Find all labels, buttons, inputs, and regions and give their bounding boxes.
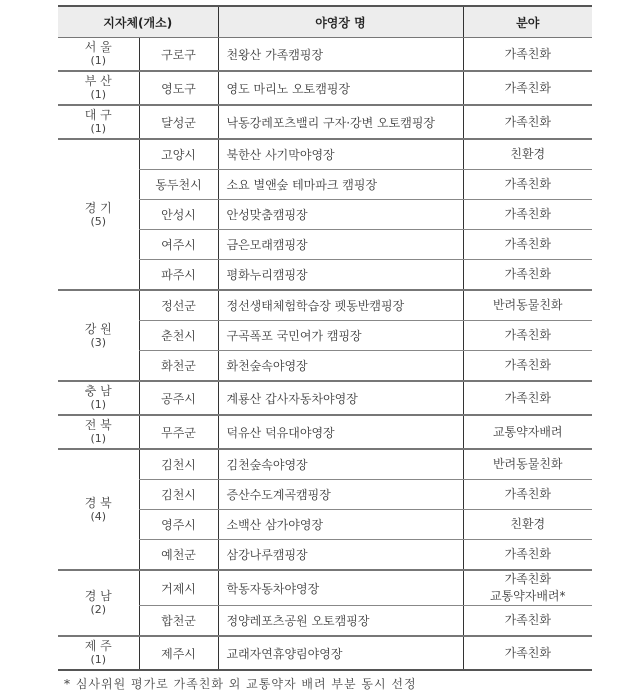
table-row: [58, 139, 592, 170]
table-header-row: [58, 6, 592, 38]
city-cell: 고양시: [139, 139, 218, 170]
table-row: [58, 381, 592, 415]
region-name: 경 기: [84, 200, 112, 215]
region-count: (1): [90, 122, 107, 135]
region-count: (1): [90, 653, 107, 666]
city-cell: 김천시: [139, 449, 218, 480]
city-cell: 영주시: [139, 510, 218, 540]
field-primary: 가족친화: [504, 572, 551, 586]
region-count: (3): [90, 335, 107, 349]
table-row: [58, 321, 592, 351]
table-row: [58, 449, 592, 480]
campsite-name: 화천숲속야영장: [218, 351, 463, 382]
region-cell: [58, 449, 139, 570]
campsite-name: 정양레포츠공원 오토캠핑장: [218, 606, 463, 637]
campsite-name: 금은모래캠핑장: [218, 230, 463, 260]
region-name: 경 남: [84, 589, 112, 603]
region-cell: [58, 381, 139, 415]
campsite-name: 김천숲속야영장: [218, 449, 463, 480]
city-cell: 여주시: [139, 230, 218, 260]
field-cell: 가족친화: [463, 170, 592, 200]
campsite-name: 안성맞춤캠핑장: [218, 200, 463, 230]
campsite-table: [58, 5, 592, 671]
region-name: 경 북: [84, 495, 112, 510]
campsite-name: 낙동강레포츠밸리 구자·강변 오토캠핑장: [218, 105, 463, 139]
campsite-name: 정선생태체험학습장 펫동반캠핑장: [218, 290, 463, 321]
region-count: (1): [90, 54, 107, 67]
city-cell: 춘천시: [139, 321, 218, 351]
table-row: [58, 290, 592, 321]
region-name: 강 원: [84, 321, 112, 336]
city-cell: 합천군: [139, 606, 218, 637]
region-name: 제 주: [84, 639, 112, 653]
field-cell: 가족친화: [463, 38, 592, 72]
region-count: (4): [90, 509, 107, 523]
campsite-name: 영도 마리노 오토캠핑장: [218, 71, 463, 105]
region-cell: [58, 636, 139, 670]
table-row: [58, 636, 592, 670]
city-cell: 예천군: [139, 540, 218, 571]
city-cell: 영도구: [139, 71, 218, 105]
field-cell: 가족친화: [463, 606, 592, 637]
city-cell: 제주시: [139, 636, 218, 670]
field-cell: 반려동물친화: [463, 290, 592, 321]
field-cell: 가족친화: [463, 540, 592, 571]
field-cell: [463, 570, 592, 606]
region-count: (1): [90, 398, 107, 411]
region-name: 서 울: [84, 40, 112, 54]
city-cell: 정선군: [139, 290, 218, 321]
city-cell: 무주군: [139, 415, 218, 449]
region-name: 대 구: [84, 108, 112, 122]
region-cell: [58, 105, 139, 139]
table-row: [58, 415, 592, 449]
table-row: [58, 351, 592, 382]
campsite-name: 삼강나루캠핑장: [218, 540, 463, 571]
region-name: 부 산: [84, 74, 112, 88]
field-secondary: 교통약자배려*: [489, 589, 566, 603]
table-row: [58, 540, 592, 571]
field-cell: 가족친화: [463, 71, 592, 105]
city-cell: 안성시: [139, 200, 218, 230]
region-count: (1): [90, 432, 107, 445]
header-region: 지자체(개소): [58, 6, 218, 38]
field-cell: 가족친화: [463, 480, 592, 510]
table-row: [58, 480, 592, 510]
table-row: [58, 200, 592, 230]
region-cell: [58, 38, 139, 72]
header-field: 분야: [463, 6, 592, 38]
city-cell: 거제시: [139, 570, 218, 606]
campsite-name: 소요 별앤숲 테마파크 캠핑장: [218, 170, 463, 200]
campsite-name: 구곡폭포 국민여가 캠핑장: [218, 321, 463, 351]
table-row: [58, 230, 592, 260]
region-count: (1): [90, 88, 107, 101]
footnote: * 심사위원 평가로 가족친화 외 교통약자 배려 부분 동시 선정: [64, 677, 417, 691]
campsite-name: 교래자연휴양림야영장: [218, 636, 463, 670]
city-cell: 달성군: [139, 105, 218, 139]
table-row: [58, 170, 592, 200]
campsite-name: 천왕산 가족캠핑장: [218, 38, 463, 72]
campsite-name: 증산수도계곡캠핑장: [218, 480, 463, 510]
field-cell: 가족친화: [463, 105, 592, 139]
field-cell: 가족친화: [463, 260, 592, 291]
region-count: (2): [90, 603, 107, 616]
table-row: [58, 38, 592, 72]
city-cell: 구로구: [139, 38, 218, 72]
field-cell: 가족친화: [463, 636, 592, 670]
campsite-name: 계룡산 갑사자동차야영장: [218, 381, 463, 415]
field-cell: 친환경: [463, 510, 592, 540]
region-cell: [58, 290, 139, 381]
table-row: [58, 570, 592, 606]
campsite-name: 소백산 삼가야영장: [218, 510, 463, 540]
field-cell: 친환경: [463, 139, 592, 170]
region-count: (5): [90, 214, 107, 228]
campsite-name: 학동자동차야영장: [218, 570, 463, 606]
field-cell: 가족친화: [463, 351, 592, 382]
region-name: 충 남: [84, 384, 112, 398]
header-campsite: 야영장 명: [218, 6, 463, 38]
region-cell: [58, 570, 139, 636]
field-cell: 교통약자배려: [463, 415, 592, 449]
table-row: [58, 105, 592, 139]
campsite-name: 평화누리캠핑장: [218, 260, 463, 291]
campsite-name: 덕유산 덕유대야영장: [218, 415, 463, 449]
field-cell: 가족친화: [463, 230, 592, 260]
table-row: [58, 71, 592, 105]
region-cell: [58, 415, 139, 449]
field-cell: 가족친화: [463, 321, 592, 351]
region-cell: [58, 139, 139, 290]
city-cell: 파주시: [139, 260, 218, 291]
region-cell: [58, 71, 139, 105]
city-cell: 공주시: [139, 381, 218, 415]
table-row: [58, 510, 592, 540]
city-cell: 화천군: [139, 351, 218, 382]
region-name: 전 북: [84, 418, 112, 432]
city-cell: 김천시: [139, 480, 218, 510]
table-row: [58, 260, 592, 291]
field-cell: 가족친화: [463, 200, 592, 230]
field-cell: 가족친화: [463, 381, 592, 415]
campsite-name: 북한산 사기막야영장: [218, 139, 463, 170]
table-row: [58, 606, 592, 637]
field-cell: 반려동물친화: [463, 449, 592, 480]
city-cell: 동두천시: [139, 170, 218, 200]
